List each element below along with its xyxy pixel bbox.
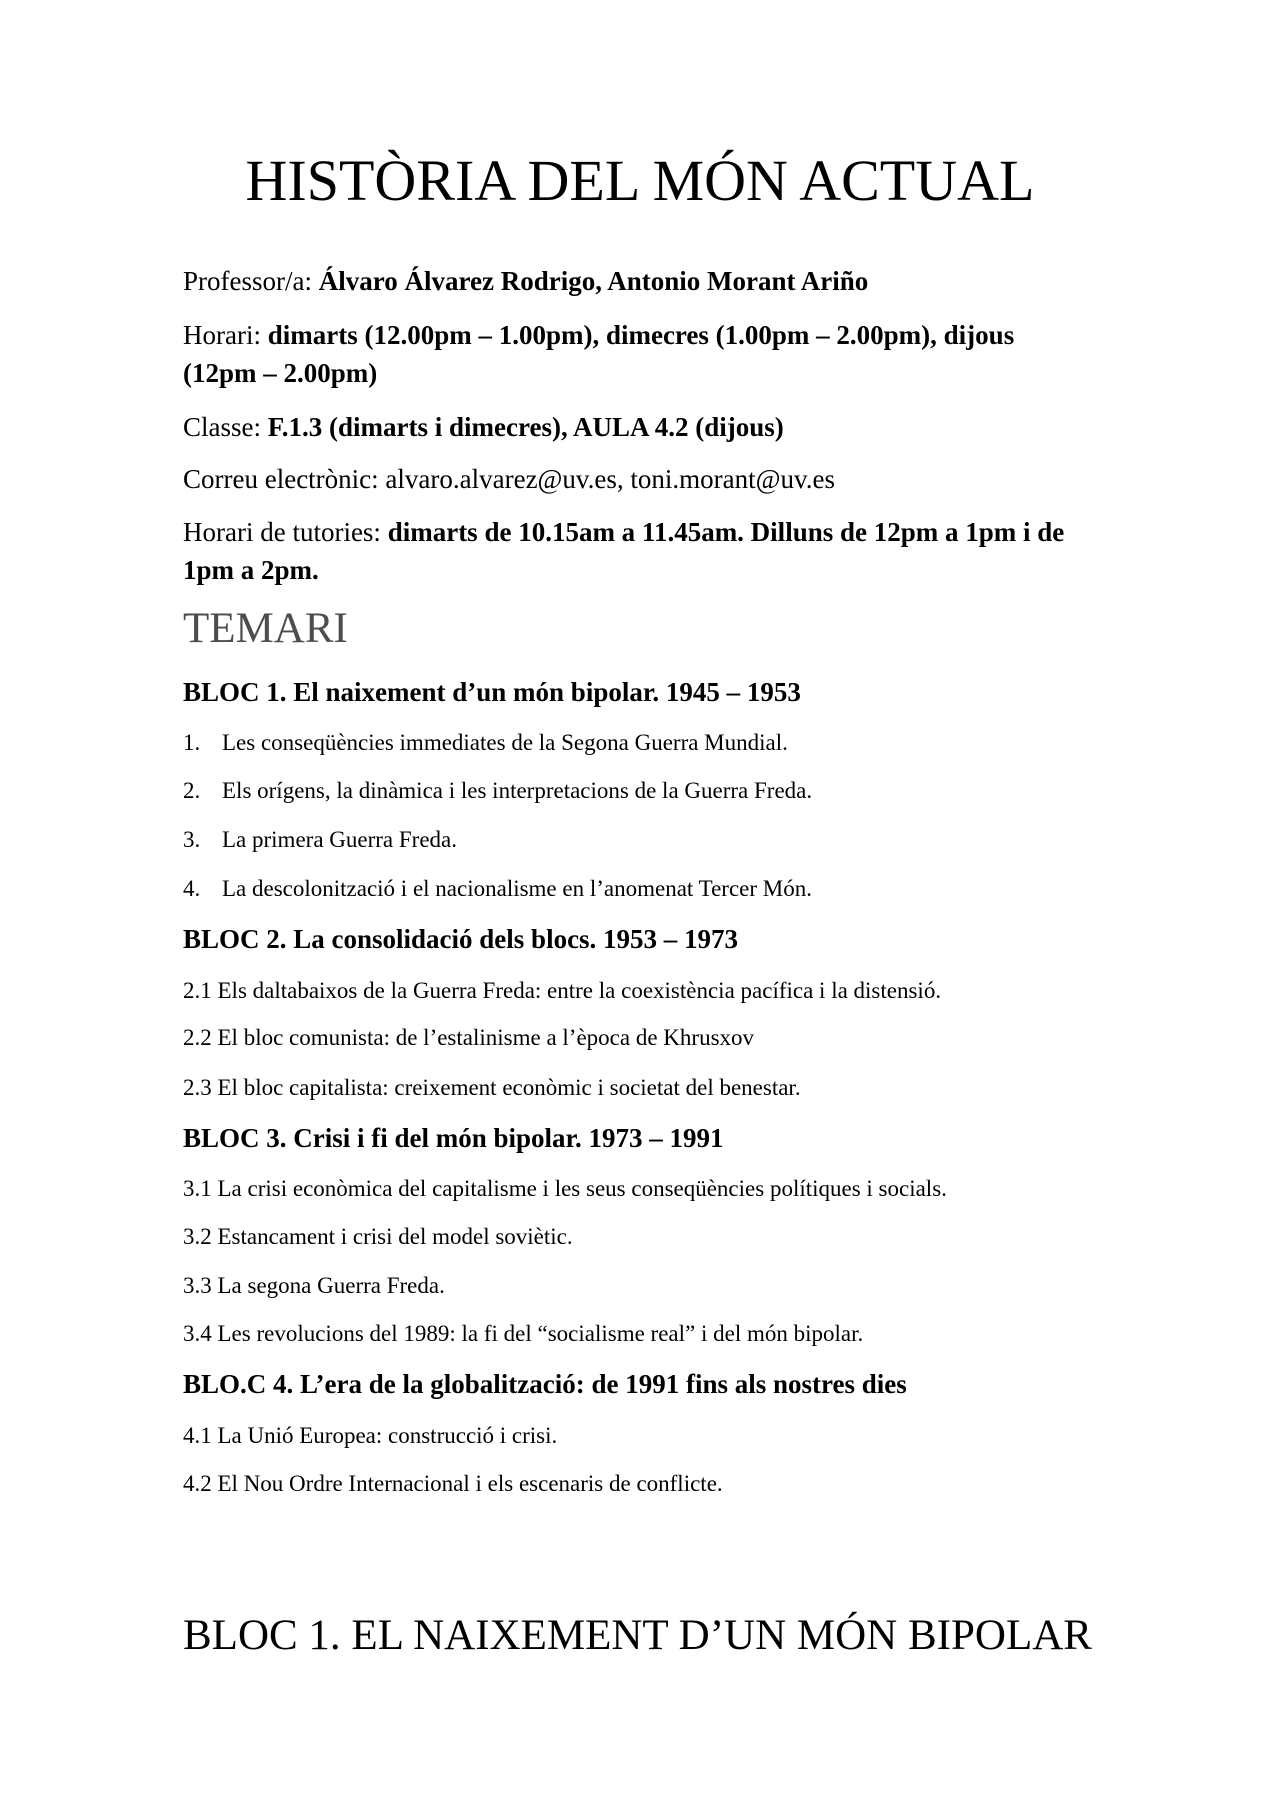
- list-item: 3.1 La crisi econòmica del capitalisme i les seus conseqüències polítiques i socials.: [183, 1176, 947, 1201]
- professor-label: Professor/a:: [183, 266, 319, 296]
- horari-value: dimarts (12.00pm – 1.00pm), dimecres (1.00pm – 2.00pm), dijous (12pm – 2.00pm): [183, 320, 1015, 388]
- list-item: 2.3 El bloc capitalista: creixement econòmic i societat del benestar.: [183, 1075, 801, 1100]
- list-item-number: 4.: [183, 876, 201, 901]
- horari-line: [183, 316, 1083, 392]
- list-item: 3.2 Estancament i crisi del model soviètic.: [183, 1224, 573, 1249]
- tutories-label: Horari de tutories:: [183, 517, 388, 547]
- professor-line: [183, 262, 1083, 300]
- bloc-1-heading: BLOC 1. El naixement d’un món bipolar. 1945 – 1953: [183, 677, 801, 707]
- list-item: [183, 875, 812, 903]
- temari-heading: TEMARI: [183, 605, 348, 652]
- section-heading: BLOC 1. EL NAIXEMENT D’UN MÓN BIPOLAR: [183, 1612, 1092, 1659]
- correu-value: alvaro.alvarez@uv.es, toni.morant@uv.es: [385, 464, 835, 494]
- list-item-number: 3.: [183, 827, 201, 852]
- list-item: 3.3 La segona Guerra Freda.: [183, 1273, 445, 1298]
- tutories-line: [183, 513, 1083, 589]
- list-item: 2.1 Els daltabaixos de la Guerra Freda: entre la coexistència pacífica i la distensió.: [183, 978, 942, 1003]
- document-title: HISTÒRIA DEL MÓN ACTUAL: [245, 148, 1035, 213]
- list-item: [183, 826, 457, 854]
- list-item: 4.2 El Nou Ordre Internacional i els escenaris de conflicte.: [183, 1471, 723, 1496]
- list-item: 4.1 La Unió Europea: construcció i crisi.: [183, 1423, 558, 1448]
- bloc-3-heading: BLOC 3. Crisi i fi del món bipolar. 1973 – 1991: [183, 1123, 724, 1153]
- professor-value: Álvaro Álvarez Rodrigo, Antonio Morant Ariño: [318, 266, 869, 296]
- bloc-4-heading: BLO.C 4. L’era de la globalització: de 1991 fins als nostres dies: [183, 1369, 907, 1399]
- correu-line: [183, 460, 1083, 498]
- list-item-text: La primera Guerra Freda.: [222, 827, 457, 852]
- correu-label: Correu electrònic:: [183, 464, 386, 494]
- list-item-text: La descolonització i el nacionalisme en l’anomenat Tercer Món.: [222, 876, 812, 901]
- list-item-text: Les conseqüències immediates de la Segona Guerra Mundial.: [222, 730, 788, 755]
- list-item: [183, 729, 788, 757]
- list-item-number: 1.: [183, 730, 201, 755]
- tutories-value: dimarts de 10.15am a 11.45am. Dilluns de 12pm a 1pm i de 1pm a 2pm.: [183, 517, 1065, 585]
- horari-label: Horari:: [183, 320, 268, 350]
- list-item: 3.4 Les revolucions del 1989: la fi del “socialisme real” i del món bipolar.: [183, 1321, 864, 1346]
- classe-line: [183, 408, 1083, 446]
- bloc-2-heading: BLOC 2. La consolidació dels blocs. 1953 – 1973: [183, 924, 739, 954]
- list-item: 2.2 El bloc comunista: de l’estalinisme a l’època de Khrusxov: [183, 1025, 755, 1050]
- list-item: [183, 777, 812, 805]
- list-item-number: 2.: [183, 778, 201, 803]
- classe-value: F.1.3 (dimarts i dimecres), AULA 4.2 (dijous): [267, 412, 784, 442]
- classe-label: Classe:: [183, 412, 268, 442]
- list-item-text: Els orígens, la dinàmica i les interpretacions de la Guerra Freda.: [222, 778, 813, 803]
